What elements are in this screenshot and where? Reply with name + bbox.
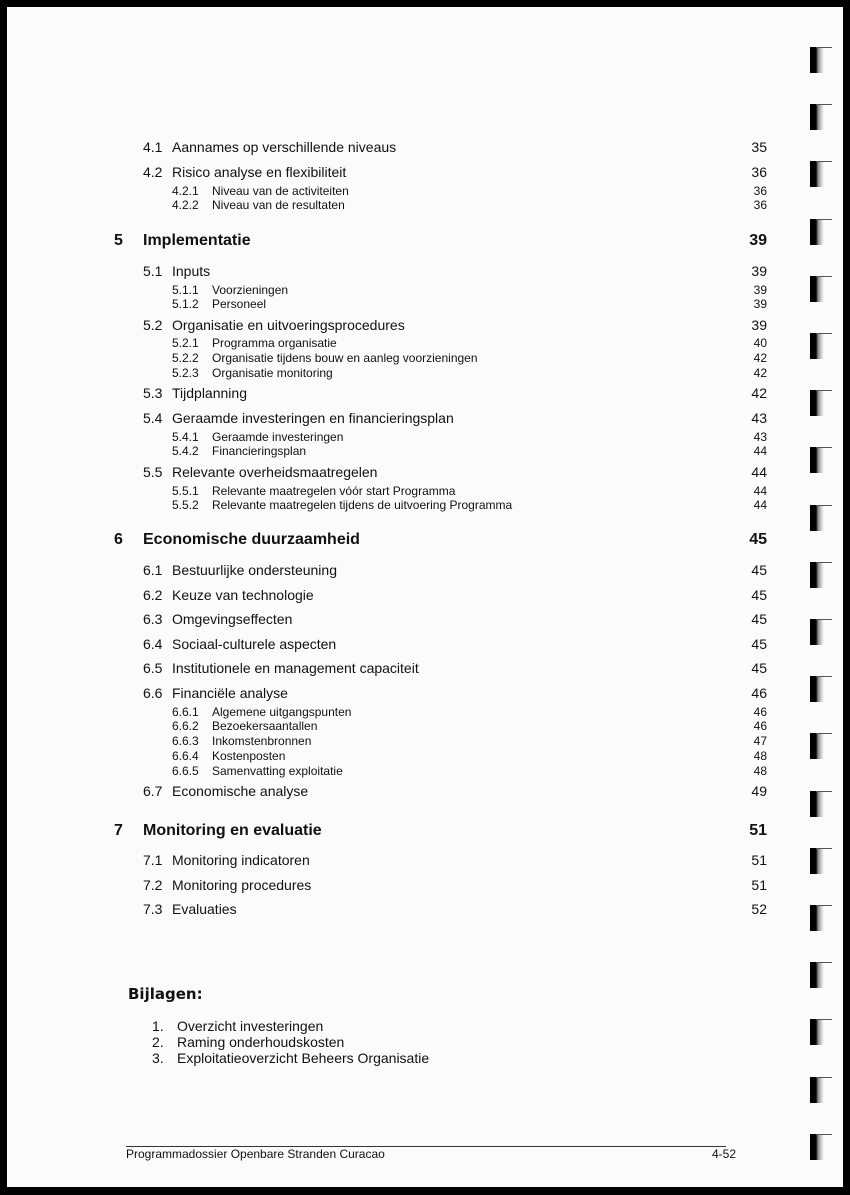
- toc-section: [7, 783, 767, 801]
- binding-hole: [810, 161, 824, 187]
- toc-title: Organisatie tijdens bouw en aanleg voorzieningen: [212, 351, 478, 365]
- binding-hole: [810, 505, 824, 531]
- toc-page-number: 39: [751, 317, 767, 333]
- toc-section: [7, 901, 767, 919]
- toc-number: 7.3: [143, 901, 163, 917]
- toc-page-number: 35: [751, 139, 767, 155]
- toc-subsection: [7, 283, 767, 298]
- toc-title: Organisatie en uitvoeringsprocedures: [172, 317, 405, 333]
- toc-page-number: 45: [749, 531, 767, 548]
- toc-number: 7.1: [143, 852, 163, 868]
- toc-section: [7, 685, 767, 703]
- toc-page-number: 51: [749, 822, 767, 839]
- bijlage-number: 3.: [152, 1050, 164, 1066]
- binding-hole: [810, 333, 824, 359]
- toc-number: 4.2: [143, 164, 163, 180]
- toc-page-number: 46: [753, 719, 767, 733]
- binding-hole: [810, 1019, 824, 1045]
- toc-title: Geraamde investeringen en financieringsplan: [172, 410, 454, 426]
- toc-subsection: [7, 351, 767, 366]
- binding-hole: [810, 848, 824, 874]
- toc-number: 5.4.1: [172, 430, 199, 444]
- bijlage-text: Exploitatieoverzicht Beheers Organisatie: [177, 1050, 430, 1066]
- toc-number: 5.4.2: [172, 444, 199, 458]
- toc-page-number: 46: [753, 705, 767, 719]
- toc-chapter: [7, 531, 767, 549]
- toc-title: Tijdplanning: [172, 385, 247, 401]
- toc-section: [7, 464, 767, 482]
- toc-title: Financieringsplan: [212, 444, 307, 458]
- bijlage-text: Overzicht investeringen: [177, 1018, 324, 1034]
- toc-number: 5.1.1: [172, 283, 199, 297]
- toc-chapter: [7, 232, 767, 250]
- toc-title: Economische duurzaamheid: [143, 531, 360, 548]
- binding-hole: [810, 676, 824, 702]
- binding-hole: [810, 390, 824, 416]
- toc-subsection: [7, 484, 767, 499]
- toc-title: Monitoring procedures: [172, 877, 312, 893]
- toc-section: [7, 660, 767, 678]
- binding-hole: [810, 104, 824, 130]
- toc-title: Risico analyse en flexibiliteit: [172, 164, 347, 180]
- document-page: [7, 7, 843, 1187]
- toc-number: 5.3: [143, 385, 163, 401]
- toc-number: 5.1: [143, 263, 163, 279]
- toc-subsection: [7, 764, 767, 779]
- toc-subsection: [7, 430, 767, 445]
- toc-number: 5.4: [143, 410, 163, 426]
- toc-section: [7, 263, 767, 281]
- toc-title: Financiële analyse: [172, 685, 288, 701]
- toc-page-number: 52: [751, 901, 767, 917]
- toc-title: Institutionele en management capaciteit: [172, 660, 419, 676]
- toc-title: Bezoekersaantallen: [212, 719, 318, 733]
- toc-page-number: 40: [753, 336, 767, 350]
- binding-hole: [810, 791, 824, 817]
- toc-section: [7, 852, 767, 870]
- toc-page-number: 44: [753, 498, 767, 512]
- footer-page-number: 4-52: [712, 1147, 737, 1161]
- toc-title: Kostenposten: [212, 749, 286, 763]
- toc-title: Geraamde investeringen: [212, 430, 344, 444]
- toc-section: [7, 164, 767, 182]
- bijlage-number: 2.: [152, 1034, 164, 1050]
- toc-title: Economische analyse: [172, 783, 309, 799]
- toc-page-number: 43: [751, 410, 767, 426]
- toc-subsection: [7, 734, 767, 749]
- toc-page-number: 48: [753, 749, 767, 763]
- toc-section: [7, 410, 767, 428]
- toc-number: 6.6.2: [172, 719, 199, 733]
- bijlagen-heading: Bijlagen:: [128, 985, 203, 1003]
- toc-chapter: [7, 822, 767, 840]
- toc-number: 6.6.3: [172, 734, 199, 748]
- toc-title: Organisatie monitoring: [212, 366, 333, 380]
- binding-hole: [810, 962, 824, 988]
- toc-number: 5.5: [143, 464, 163, 480]
- toc-title: Inputs: [172, 263, 211, 279]
- toc-title: Implementatie: [143, 232, 251, 249]
- toc-number: 5.2.2: [172, 351, 199, 365]
- toc-page-number: 36: [753, 198, 767, 212]
- toc-title: Niveau van de activiteiten: [212, 184, 349, 198]
- binding-hole: [810, 47, 824, 73]
- toc-page-number: 47: [753, 734, 767, 748]
- toc-page-number: 39: [753, 283, 767, 297]
- toc-number: 4.1: [143, 139, 163, 155]
- toc-subsection: [7, 719, 767, 734]
- toc-title: Samenvatting exploitatie: [212, 764, 343, 778]
- toc-page-number: 45: [751, 660, 767, 676]
- toc-number: 5.5.2: [172, 498, 199, 512]
- toc-title: Sociaal-culturele aspecten: [172, 636, 337, 652]
- toc-section: [7, 611, 767, 629]
- binding-hole: [810, 219, 824, 245]
- toc-title: Algemene uitgangspunten: [212, 705, 352, 719]
- toc-page-number: 51: [751, 852, 767, 868]
- toc-page-number: 45: [751, 611, 767, 627]
- toc-page-number: 44: [751, 464, 767, 480]
- toc-number: 5.1.2: [172, 297, 199, 311]
- toc-number: 7: [114, 822, 123, 839]
- toc-section: [7, 317, 767, 335]
- toc-page-number: 51: [751, 877, 767, 893]
- toc-page-number: 39: [749, 232, 767, 249]
- bijlage-text: Raming onderhoudskosten: [177, 1034, 345, 1050]
- toc-number: 6.6.4: [172, 749, 199, 763]
- toc-title: Bestuurlijke ondersteuning: [172, 562, 337, 578]
- toc-subsection: [7, 749, 767, 764]
- toc-page-number: 44: [753, 444, 767, 458]
- toc-number: 6.3: [143, 611, 163, 627]
- toc-subsection: [7, 498, 767, 513]
- binding-hole: [810, 733, 824, 759]
- toc-title: Monitoring en evaluatie: [143, 822, 322, 839]
- toc-number: 6.7: [143, 783, 163, 799]
- toc-page-number: 45: [751, 636, 767, 652]
- toc-number: 5.5.1: [172, 484, 199, 498]
- toc-subsection: [7, 198, 767, 213]
- footer-document-title: Programmadossier Openbare Stranden Curacao: [126, 1147, 385, 1161]
- toc-subsection: [7, 705, 767, 720]
- toc-title: Aannames op verschillende niveaus: [172, 139, 397, 155]
- toc-number: 6.6: [143, 685, 163, 701]
- binding-hole: [810, 447, 824, 473]
- toc-section: [7, 385, 767, 403]
- toc-section: [7, 587, 767, 605]
- toc-title: Programma organisatie: [212, 336, 337, 350]
- toc-page-number: 36: [751, 164, 767, 180]
- binding-hole: [810, 562, 824, 588]
- toc-number: 6.1: [143, 562, 163, 578]
- toc-number: 6.6.1: [172, 705, 199, 719]
- toc-number: 5.2: [143, 317, 163, 333]
- toc-number: 4.2.2: [172, 198, 199, 212]
- toc-page-number: 45: [751, 587, 767, 603]
- toc-page-number: 48: [753, 764, 767, 778]
- toc-page-number: 42: [751, 385, 767, 401]
- toc-page-number: 45: [751, 562, 767, 578]
- toc-title: Omgevingseffecten: [172, 611, 293, 627]
- binding-hole: [810, 1134, 824, 1160]
- binding-hole: [810, 905, 824, 931]
- toc-title: Evaluaties: [172, 901, 237, 917]
- toc-section: [7, 139, 767, 157]
- toc-page-number: 36: [753, 184, 767, 198]
- toc-title: Inkomstenbronnen: [212, 734, 312, 748]
- toc-number: 4.2.1: [172, 184, 199, 198]
- toc-page-number: 44: [753, 484, 767, 498]
- toc-title: Relevante overheidsmaatregelen: [172, 464, 378, 480]
- toc-page-number: 42: [753, 351, 767, 365]
- toc-number: 5.2.3: [172, 366, 199, 380]
- toc-title: Keuze van technologie: [172, 587, 314, 603]
- toc-section: [7, 877, 767, 895]
- toc-number: 6.2: [143, 587, 163, 603]
- toc-title: Relevante maatregelen tijdens de uitvoering Programma: [212, 498, 513, 512]
- toc-subsection: [7, 444, 767, 459]
- toc-page-number: 43: [753, 430, 767, 444]
- toc-title: Relevante maatregelen vóór start Programma: [212, 484, 456, 498]
- toc-page-number: 39: [753, 297, 767, 311]
- toc-page-number: 49: [751, 783, 767, 799]
- toc-title: Personeel: [212, 297, 267, 311]
- toc-number: 6.6.5: [172, 764, 199, 778]
- toc-number: 5.2.1: [172, 336, 199, 350]
- bijlage-number: 1.: [152, 1018, 164, 1034]
- toc-subsection: [7, 297, 767, 312]
- toc-page-number: 42: [753, 366, 767, 380]
- toc-page-number: 46: [751, 685, 767, 701]
- toc-title: Niveau van de resultaten: [212, 198, 345, 212]
- toc-number: 7.2: [143, 877, 163, 893]
- toc-number: 6: [114, 531, 123, 548]
- toc-title: Voorzieningen: [212, 283, 289, 297]
- toc-section: [7, 636, 767, 654]
- toc-number: 6.4: [143, 636, 163, 652]
- toc-number: 6.5: [143, 660, 163, 676]
- toc-subsection: [7, 366, 767, 381]
- toc-page-number: 39: [751, 263, 767, 279]
- toc-subsection: [7, 336, 767, 351]
- toc-number: 5: [114, 232, 123, 249]
- toc-subsection: [7, 184, 767, 199]
- toc-section: [7, 562, 767, 580]
- toc-title: Monitoring indicatoren: [172, 852, 310, 868]
- binding-hole: [810, 276, 824, 302]
- binding-hole: [810, 619, 824, 645]
- binding-hole: [810, 1077, 824, 1103]
